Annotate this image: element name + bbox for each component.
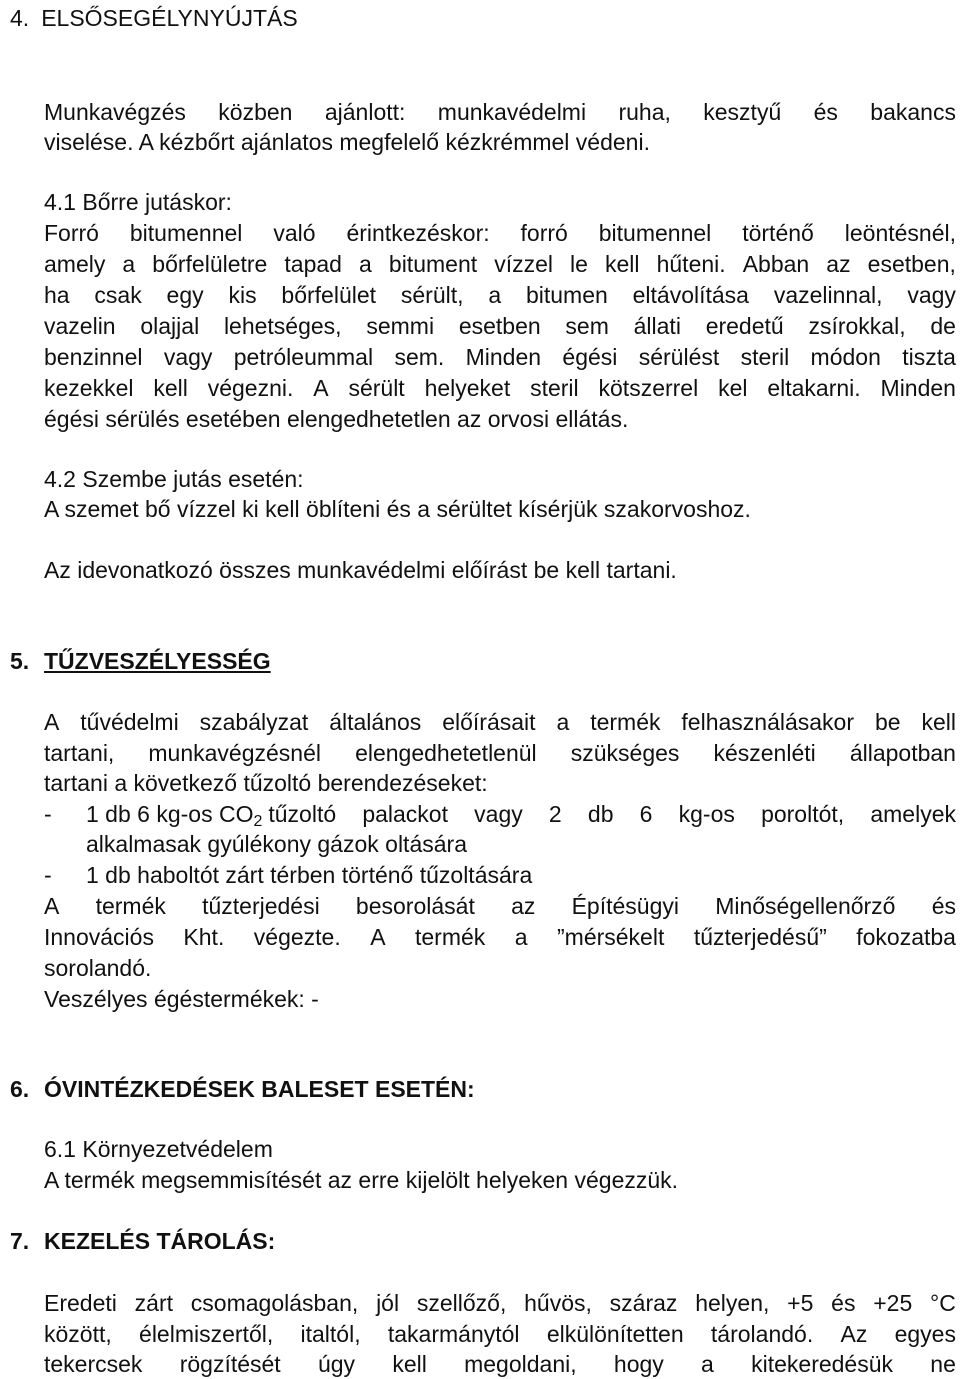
s6-sub-title: 6.1 Környezetvédelem [44,1136,273,1162]
section-6-title: ÓVINTÉZKEDÉSEK BALESET ESETÉN: [44,1076,475,1102]
s5-intro-line-3: tartani a következő tűzoltó berendezéseket: [44,770,488,796]
section-4-title: ELSŐSEGÉLYNYÚJTÁS [41,5,298,31]
bullet-1-lead [86,799,262,829]
s7-line-2: között, élelmiszertől, italtól, takarmánytól elkülönítetten tárolandó. Az egyes [44,1321,956,1347]
bullet-1-before: 1 db 6 kg-os CO [86,801,254,827]
s5-bullet-2: 1 db haboltót zárt térben történő tűzoltására [86,862,533,888]
s4-sub1-line-5: benzinnel vagy petróleummal sem. Minden égési sérülést steril módon tiszta [44,344,956,370]
s5-intro-line-2: tartani, munkavégzésnél elengedhetetlenül szükséges készenléti állapotban [44,740,956,766]
s7-line-3: tekercsek rögzítését úgy kell megoldani, hogy a kitekeredésük ne [44,1351,956,1377]
s5-rating-line-1: A termék tűzterjedési besorolását az Építésügyi Minőségellenőrző és [44,893,956,919]
s4-intro-line-2: viselése. A kézbőrt ajánlatos megfelelő kézkrémmel védeni. [44,129,650,155]
s4-closing: Az idevonatkozó összes munkavédelmi előírást be kell tartani. [44,557,677,583]
bullet-dash-2: - [44,862,52,888]
s4-sub1-line-4: vazelin olajjal lehetséges, semmi esetben sem állati eredetű zsírokkal, de [44,313,956,339]
s6-sub-line: A termék megsemmisítését az erre kijelölt helyeken végezzük. [44,1167,679,1193]
bullet-dash-1: - [44,801,52,827]
section-5-number: 5. [10,648,30,674]
s4-sub2-title: 4.2 Szembe jutás esetén: [44,466,304,492]
s4-sub1-line-1: Forró bitumennel való érintkezéskor: forró bitumennel történő leöntésnél, [44,220,956,246]
section-5-title: TŰZVESZÉLYESSÉG [44,648,271,674]
s7-line-1: Eredeti zárt csomagolásban, jól szellőző, hűvös, száraz helyen, +5 és +25 °C [44,1290,956,1316]
s4-sub1-line-6: kezekkel kell végezni. A sérült helyeket steril kötszerrel kel eltakarni. Minden [44,375,956,401]
section-4-number: 4. [10,5,30,31]
section-6-number: 6. [10,1076,30,1102]
s5-rating-line-2: Innovációs Kht. végezte. A termék a ”mérsékelt tűzterjedésű” fokozatba [44,924,956,950]
s4-sub1-line-7: égési sérülés esetében elengedhetetlen az orvosi ellátás. [44,406,629,432]
section-7-number: 7. [10,1228,30,1254]
s4-sub2-line: A szemet bő vízzel ki kell öblíteni és a sérültet kísérjük szakorvoshoz. [44,496,751,522]
s4-sub1-line-3: ha csak egy kis bőrfelület sérült, a bitumen eltávolítása vazelinnal, vagy [44,282,956,308]
s5-intro-line-1: A tűvédelmi szabályzat általános előírásait a termék felhasználásakor be kell [44,709,956,735]
section-7-title: KEZELÉS TÁROLÁS: [44,1228,276,1254]
section-4-heading [10,3,298,33]
co2-subscript: 2 [253,813,263,830]
s5-rating-line-3: sorolandó. [44,955,152,981]
s4-sub1-line-2: amely a bőrfelületre tapad a bitument vízzel le kell hűteni. Abban az esetben, [44,251,956,277]
s4-sub1-title: 4.1 Bőrre jutáskor: [44,189,232,215]
s5-bullet-1-cont: alkalmasak gyúlékony gázok oltására [86,831,467,857]
bullet-1-after: tűzoltó palackot vagy 2 db 6 kg-os poroltót, amelyek [268,801,956,827]
s5-hazard: Veszélyes égéstermékek: - [44,986,319,1012]
s4-intro-line-1: Munkavégzés közben ajánlott: munkavédelmi ruha, kesztyű és bakancs [44,99,956,125]
s5-bullet-1 [86,799,956,829]
